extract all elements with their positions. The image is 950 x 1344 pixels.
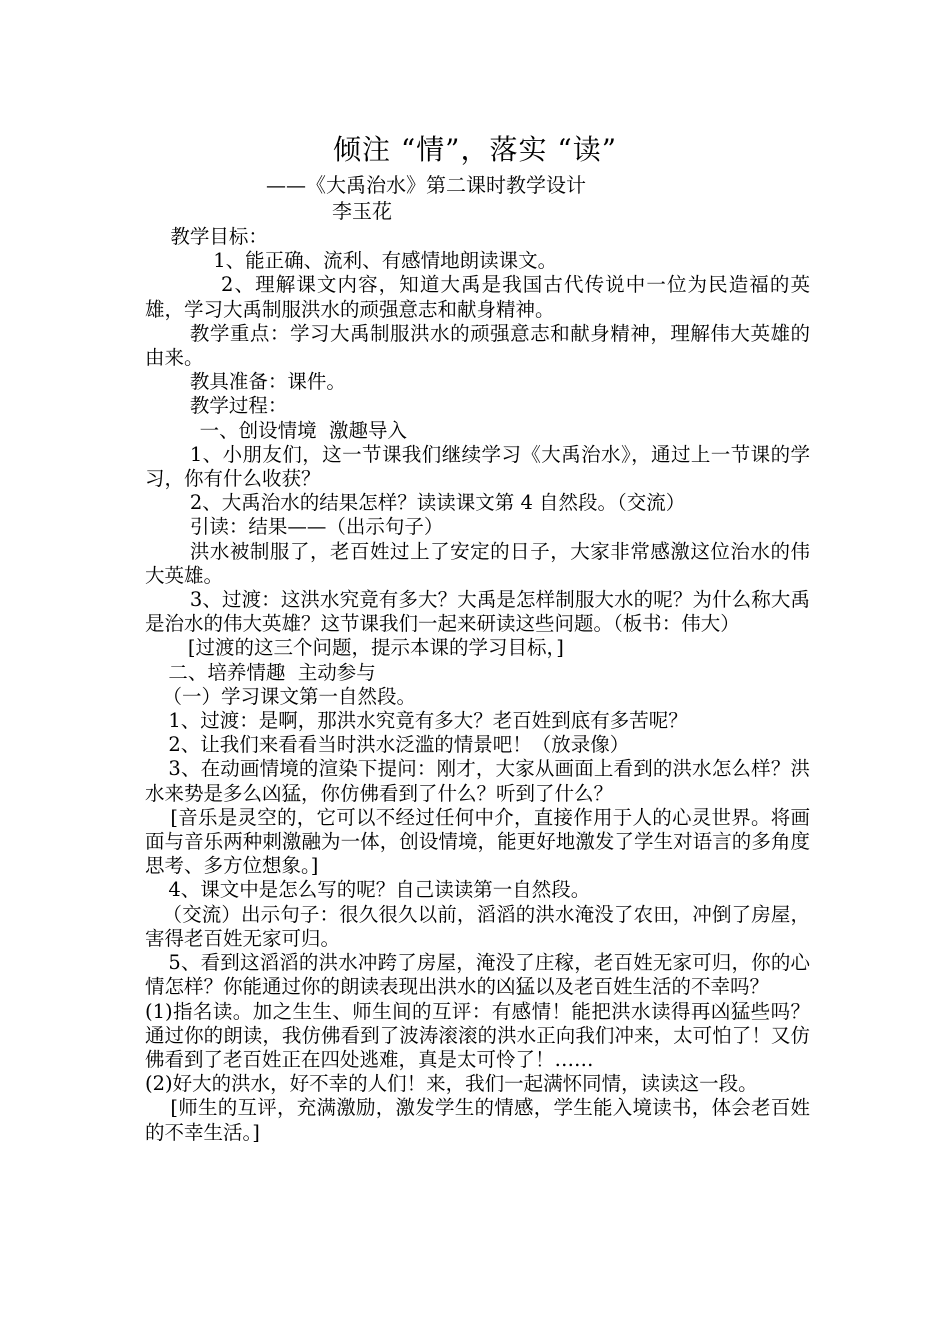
body-paragraph: 洪水被制服了，老百姓过上了安定的日子，大家非常感激这位治水的伟大英雄。 (145, 539, 810, 587)
body-paragraph: [过渡的这三个问题，提示本课的学习目标，] (187, 636, 564, 660)
body-paragraph: [音乐是灵空的，它可以不经过任何中介，直接作用于人的心灵世界。将画面与音乐两种刺激融为一体，创设情境，能更好地激发了学生对语言的多角度思考、多方位想象。] (145, 805, 810, 878)
body-paragraph: 教学过程： (189, 394, 288, 418)
body-paragraph: [师生的互评，充满激励，激发学生的情感，学生能入境读书，体会老百姓的不幸生活。] (145, 1096, 810, 1144)
document-title: 倾注 “情”，落实 “读” (332, 133, 618, 166)
document-body (145, 225, 810, 1145)
body-paragraph: 引读：结果——（出示句子） (189, 515, 444, 539)
body-paragraph: 1、能正确、流利、有感情地朗读课文。 (213, 249, 558, 273)
body-paragraph: 教具准备：课件。 (189, 370, 346, 394)
body-paragraph: 4、课文中是怎么写的呢？自己读读第一自然段。 (168, 878, 591, 902)
body-paragraph: 5、看到这滔滔的洪水冲跨了房屋，淹没了庄稼，老百姓无家可归，你的心情怎样？你能通过你的朗读表现出洪水的凶猛以及老百姓生活的不幸吗？ (145, 951, 810, 999)
body-paragraph: 3、过渡：这洪水究竟有多大？大禹是怎样制服大水的呢？为什么称大禹是治水的伟大英雄？这节课我们一起来研读这些问题。（板书：伟大） (145, 588, 810, 636)
body-paragraph: (1)指名读。加之生生、师生间的互评：有感情！能把洪水读得再凶猛些吗？通过你的朗读，我仿佛看到了波涛滚滚的洪水正向我们冲来，太可怕了！又仿佛看到了老百姓正在四处逃难，真是太可怜了！…… (145, 999, 810, 1071)
body-paragraph: （一）学习课文第一自然段。 (162, 684, 417, 708)
body-paragraph: 1、过渡：是啊，那洪水究竟有多大？老百姓到底有多苦呢？ (168, 709, 688, 733)
body-paragraph: 2、大禹治水的结果怎样？读读课文第 4 自然段。（交流） (189, 491, 686, 515)
body-paragraph: 3、在动画情境的渲染下提问：刚才，大家从画面上看到的洪水怎么样？洪水来势是多么凶猛，你仿佛看到了什么？听到了什么？ (145, 757, 810, 805)
body-paragraph: 教学目标： (170, 225, 268, 248)
document-subtitle: ——《大禹治水》第二课时教学设计 (266, 173, 586, 197)
body-paragraph: 二、培养情趣 主动参与 (168, 660, 376, 684)
body-paragraph: 教学重点：学习大禹制服洪水的顽强意志和献身精神，理解伟大英雄的由来。 (145, 321, 810, 370)
document-author: 李玉花 (332, 199, 392, 223)
body-paragraph: 一、创设情境 激趣导入 (199, 418, 407, 442)
body-paragraph: 1、小朋友们，这一节课我们继续学习《大禹治水》，通过上一节课的学习，你有什么收获？ (145, 442, 810, 491)
body-paragraph: 2、理解课文内容，知道大禹是我国古代传说中一位为民造福的英雄，学习大禹制服洪水的顽强意志和献身精神。 (145, 273, 810, 321)
body-paragraph: 2、让我们来看看当时洪水泛滥的情景吧！（放录像） (168, 733, 630, 757)
body-paragraph: (2)好大的洪水，好不幸的人们！来，我们一起满怀同情，读读这一段。 (145, 1072, 758, 1096)
body-paragraph: （交流）出示句子：很久很久以前，滔滔的洪水淹没了农田，冲倒了房屋，害得老百姓无家可归。 (145, 902, 810, 950)
